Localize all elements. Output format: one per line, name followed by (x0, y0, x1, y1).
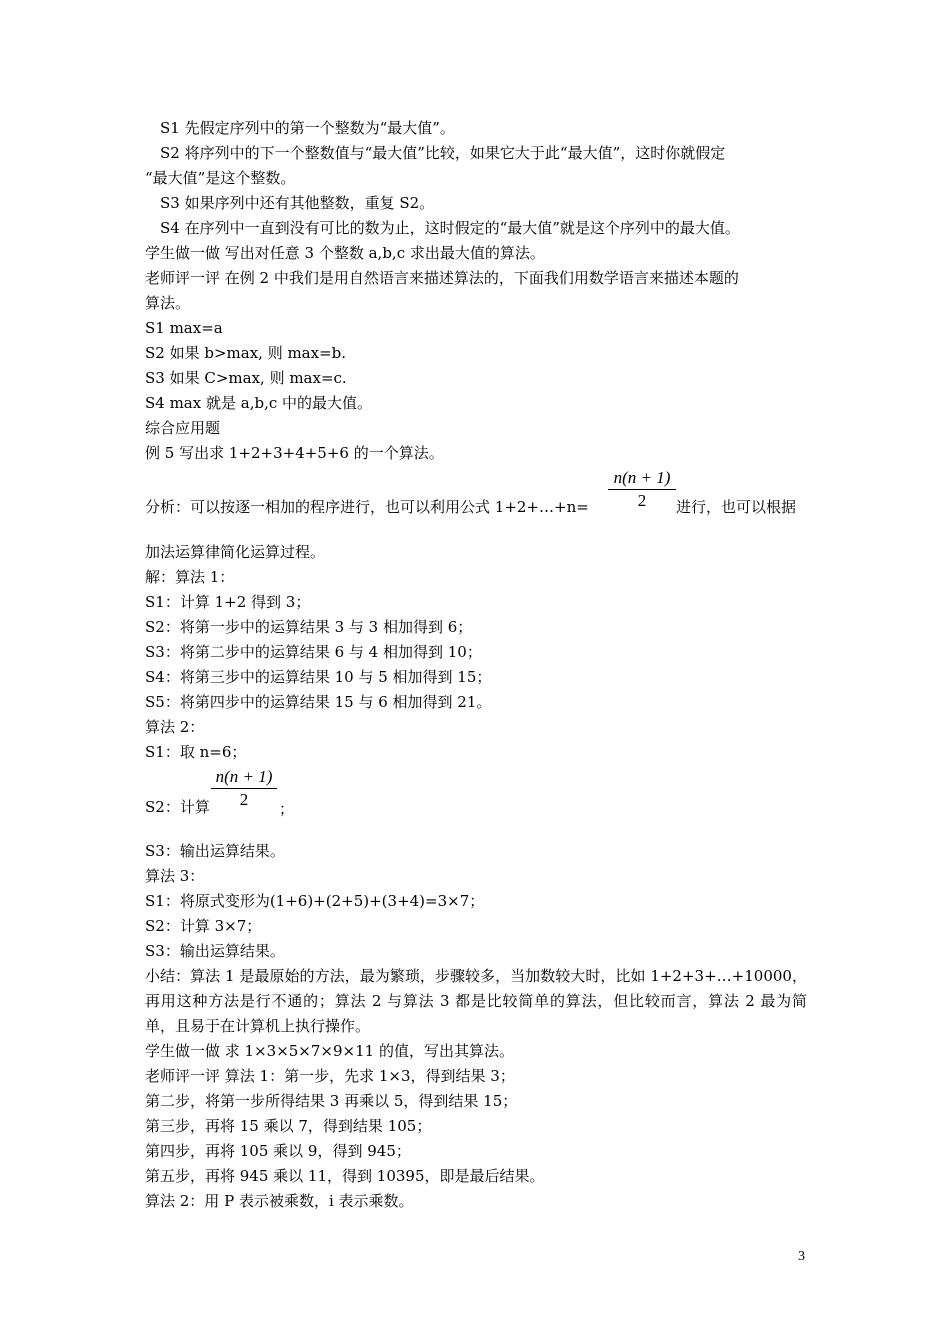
compute-fraction (211, 766, 277, 811)
algorithm-3-heading: 算法 3： (145, 867, 205, 885)
summary-line-1: 小结：算法 1 是最原始的方法，最为繁琐，步骤较多，当加数较大时，比如 1+2+3+…+10000， (145, 967, 807, 985)
product-step-3: 第三步，再将 15 乘以 7，得到结果 105； (145, 1117, 432, 1135)
product-step-2: 第二步，将第一步所得结果 3 再乘以 5，得到结果 15； (145, 1092, 518, 1110)
alg1-step-4: S4：将第三步中的运算结果 10 与 5 相加得到 15； (145, 668, 492, 686)
product-step-4: 第四步，再将 105 乘以 9，得到 945； (145, 1142, 411, 1160)
alg3-step-1: S1：将原式变形为(1+6)+(2+5)+(3+4)=3×7； (145, 892, 485, 910)
fraction-denominator: 2 (239, 790, 249, 809)
example-5-title: 例 5 写出求 1+2+3+4+5+6 的一个算法。 (145, 444, 444, 462)
step-s2-text: S2 将序列中的下一个整数值与“最大值”比较，如果它大于此“最大值”，这时你就假定 (160, 144, 726, 162)
product-step-5: 第五步，再将 945 乘以 11，得到 10395，即是最后结果。 (145, 1167, 545, 1185)
algorithm-2-heading: 算法 2： (145, 718, 205, 736)
sum-formula-fraction (608, 467, 676, 512)
analysis-text: 分析：可以按逐一相加的程序进行，也可以利用公式 1+2+…+n= (145, 498, 589, 516)
teacher-review-1-continuation: 算法。 (145, 294, 191, 312)
step-s4-text: S4 在序列中一直到没有可比的数为止，这时假定的“最大值”就是这个序列中的最大值。 (160, 219, 740, 237)
page-number: 3 (798, 1249, 805, 1264)
max-step-3: S3 如果 C>max, 则 max=c. (145, 369, 347, 387)
alg3-step-3: S3：输出运算结果。 (145, 942, 285, 960)
summary-line-2: 再用这种方法是行不通的；算法 2 与算法 3 都是比较简单的算法，但比较而言，算法 2 最为简 (145, 992, 807, 1010)
alg1-step-3: S3：将第二步中的运算结果 6 与 4 相加得到 10； (145, 643, 482, 661)
alg1-step-5: S5：将第四步中的运算结果 15 与 6 相加得到 21。 (145, 693, 492, 711)
alg3-step-2: S2：计算 3×7； (145, 917, 262, 935)
step-s1-text: S1 先假定序列中的第一个整数为“最大值”。 (160, 119, 455, 137)
product-algorithm-2: 算法 2：用 P 表示被乘数，i 表示乘数。 (145, 1192, 414, 1210)
teacher-review-2: 老师评一评 算法 1：第一步，先求 1×3，得到结果 3； (145, 1067, 515, 1085)
step-s3-text: S3 如果序列中还有其他整数，重复 S2。 (160, 194, 435, 212)
solution-algorithm-1-heading: 解：算法 1： (145, 568, 235, 586)
analysis-text-after-formula: 进行，也可以根据 (676, 498, 797, 516)
section-heading: 综合应用题 (145, 419, 221, 437)
alg2-step-2: S2：计算 (145, 798, 210, 816)
fraction-numerator: n(n + 1) (215, 767, 273, 786)
analysis-continuation: 加法运算律简化运算过程。 (145, 543, 326, 561)
max-step-1: S1 max=a (145, 319, 223, 337)
student-exercise-2: 学生做一做 求 1×3×5×7×9×11 的值，写出其算法。 (145, 1042, 514, 1060)
teacher-review-1: 老师评一评 在例 2 中我们是用自然语言来描述算法的，下面我们用数学语言来描述本题的 (145, 269, 739, 287)
fraction-numerator: n(n + 1) (613, 468, 671, 487)
step-s2-continuation: “最大值”是这个整数。 (145, 169, 296, 187)
alg2-step-2-semicolon: ； (279, 800, 295, 818)
alg1-step-1: S1：计算 1+2 得到 3； (145, 593, 311, 611)
max-step-2: S2 如果 b>max, 则 max=b. (145, 344, 347, 362)
alg2-step-1: S1：取 n=6； (145, 743, 247, 761)
student-exercise-1: 学生做一做 写出对任意 3 个整数 a,b,c 求出最大值的算法。 (145, 244, 545, 262)
alg2-step-3: S3：输出运算结果。 (145, 842, 285, 860)
max-step-4: S4 max 就是 a,b,c 中的最大值。 (145, 394, 373, 412)
alg1-step-2: S2：将第一步中的运算结果 3 与 3 相加得到 6； (145, 618, 473, 636)
fraction-denominator: 2 (637, 491, 647, 510)
summary-line-3: 单，且易于在计算机上执行操作。 (145, 1017, 371, 1035)
